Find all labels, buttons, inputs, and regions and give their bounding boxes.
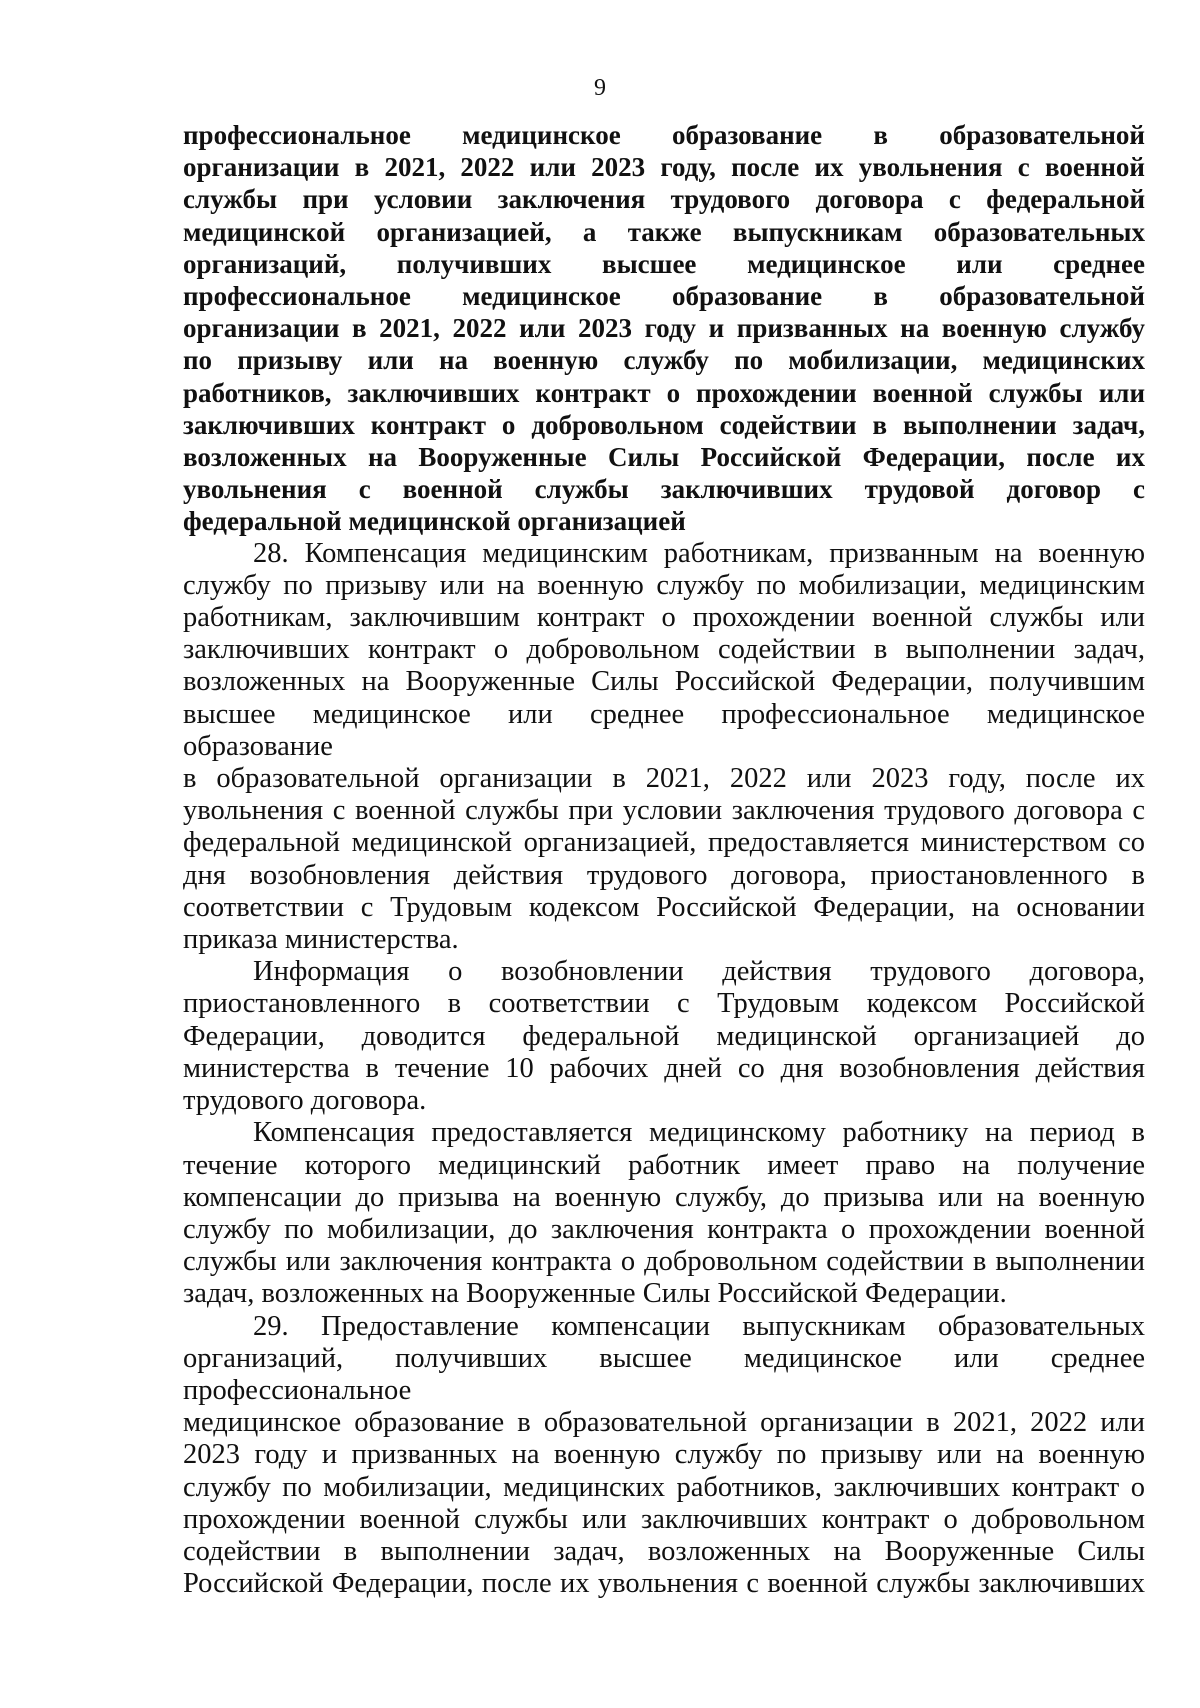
text-line: министерства в течение 10 рабочих дней со дня возобновления действия bbox=[183, 1052, 1145, 1084]
text-line: федеральной медицинской организацией bbox=[183, 506, 686, 537]
text-line: организаций, получивших высшее медицинское или среднее bbox=[183, 248, 1145, 279]
paragraph-28 bbox=[183, 538, 1145, 957]
text-line: течение которого медицинский работник имеет право на получение bbox=[183, 1149, 1145, 1181]
paragraph-information bbox=[183, 956, 1145, 1117]
text-line: заключивших контракт о добровольном содействии в выполнении задач, bbox=[183, 409, 1145, 440]
text-line: профессиональное медицинское образование в образовательной bbox=[183, 281, 1145, 312]
text-line: организации в 2021, 2022 или 2023 году, после их увольнения с военной bbox=[183, 152, 1145, 183]
text-line: в образовательной организации в 2021, 2022 или 2023 году, после их bbox=[183, 763, 1145, 795]
text-line: медицинское образование в образовательной организации в 2021, 2022 или bbox=[183, 1407, 1145, 1439]
paragraph-bold-continuation bbox=[183, 119, 1145, 538]
text-line: возложенных на Вооруженные Силы Российской Федерации, получившим bbox=[183, 666, 1145, 698]
text-line: возложенных на Вооруженные Силы Российской Федерации, после их bbox=[183, 442, 1145, 473]
document-body bbox=[183, 119, 1145, 1600]
text-line: Федерации, доводится федеральной медицинской организацией до bbox=[183, 1020, 1145, 1052]
text-line: высшее медицинское или среднее профессиональное медицинское образование bbox=[183, 698, 1145, 762]
text-line: организаций, получивших высшее медицинское или среднее профессиональное bbox=[183, 1342, 1145, 1406]
text-line: содействии в выполнении задач, возложенных на Вооруженные Силы bbox=[183, 1535, 1145, 1567]
paragraph-29 bbox=[183, 1311, 1145, 1601]
text-line: увольнения с военной службы при условии заключения трудового договора с bbox=[183, 795, 1145, 827]
text-line: профессиональное медицинское образование в образовательной bbox=[183, 120, 1145, 150]
text-line: задач, возложенных на Вооруженные Силы Российской Федерации. bbox=[183, 1278, 1007, 1310]
text-line: работников, заключивших контракт о прохождении военной службы или bbox=[183, 377, 1145, 408]
text-line: Информация о возобновлении действия трудового договора, bbox=[253, 956, 1145, 988]
text-line: службу по призыву или на военную службу по мобилизации, медицинским bbox=[183, 569, 1145, 601]
text-line: 29. Предоставление компенсации выпускникам образовательных bbox=[253, 1310, 1145, 1342]
text-line: службы при условии заключения трудового договора с федеральной bbox=[183, 184, 1145, 215]
text-line: приостановленного в соответствии с Трудовым кодексом Российской bbox=[183, 988, 1145, 1020]
text-line: 28. Компенсация медицинским работникам, призванным на военную bbox=[253, 537, 1145, 569]
text-line: 2023 году и призванных на военную службу по призыву или на военную bbox=[183, 1439, 1145, 1471]
text-line: прохождении военной службы или заключивших контракт о добровольном bbox=[183, 1503, 1145, 1535]
text-line: Российской Федерации, после их увольнения с военной службы заключивших bbox=[183, 1568, 1145, 1600]
text-line: службы или заключения контракта о добровольном содействии в выполнении bbox=[183, 1246, 1145, 1278]
text-line: работникам, заключившим контракт о прохождении военной службы или bbox=[183, 602, 1145, 634]
text-line: службу по мобилизации, до заключения контракта о прохождении военной bbox=[183, 1213, 1145, 1245]
text-line: дня возобновления действия трудового договора, приостановленного в bbox=[183, 859, 1145, 891]
text-line: компенсации до призыва на военную службу, до призыва или на военную bbox=[183, 1181, 1145, 1213]
page-number: 9 bbox=[594, 75, 606, 101]
text-line: медицинской организацией, а также выпускникам образовательных bbox=[183, 216, 1145, 247]
text-line: заключивших контракт о добровольном содействии в выполнении задач, bbox=[183, 634, 1145, 666]
paragraph-compensation bbox=[183, 1117, 1145, 1310]
text-line: федеральной медицинской организацией, предоставляется министерством со bbox=[183, 827, 1145, 859]
text-line: соответствии с Трудовым кодексом Российской Федерации, на основании bbox=[183, 891, 1145, 923]
text-line: Компенсация предоставляется медицинскому работнику на период в bbox=[253, 1117, 1145, 1149]
text-line: по призыву или на военную службу по мобилизации, медицинских bbox=[183, 345, 1145, 376]
text-line: организации в 2021, 2022 или 2023 году и призванных на военную службу bbox=[183, 313, 1145, 344]
text-line: службу по мобилизации, медицинских работников, заключивших контракт о bbox=[183, 1471, 1145, 1503]
text-line: трудового договора. bbox=[183, 1085, 427, 1117]
text-line: приказа министерства. bbox=[183, 924, 459, 956]
text-line: увольнения с военной службы заключивших трудовой договор с bbox=[183, 474, 1145, 505]
